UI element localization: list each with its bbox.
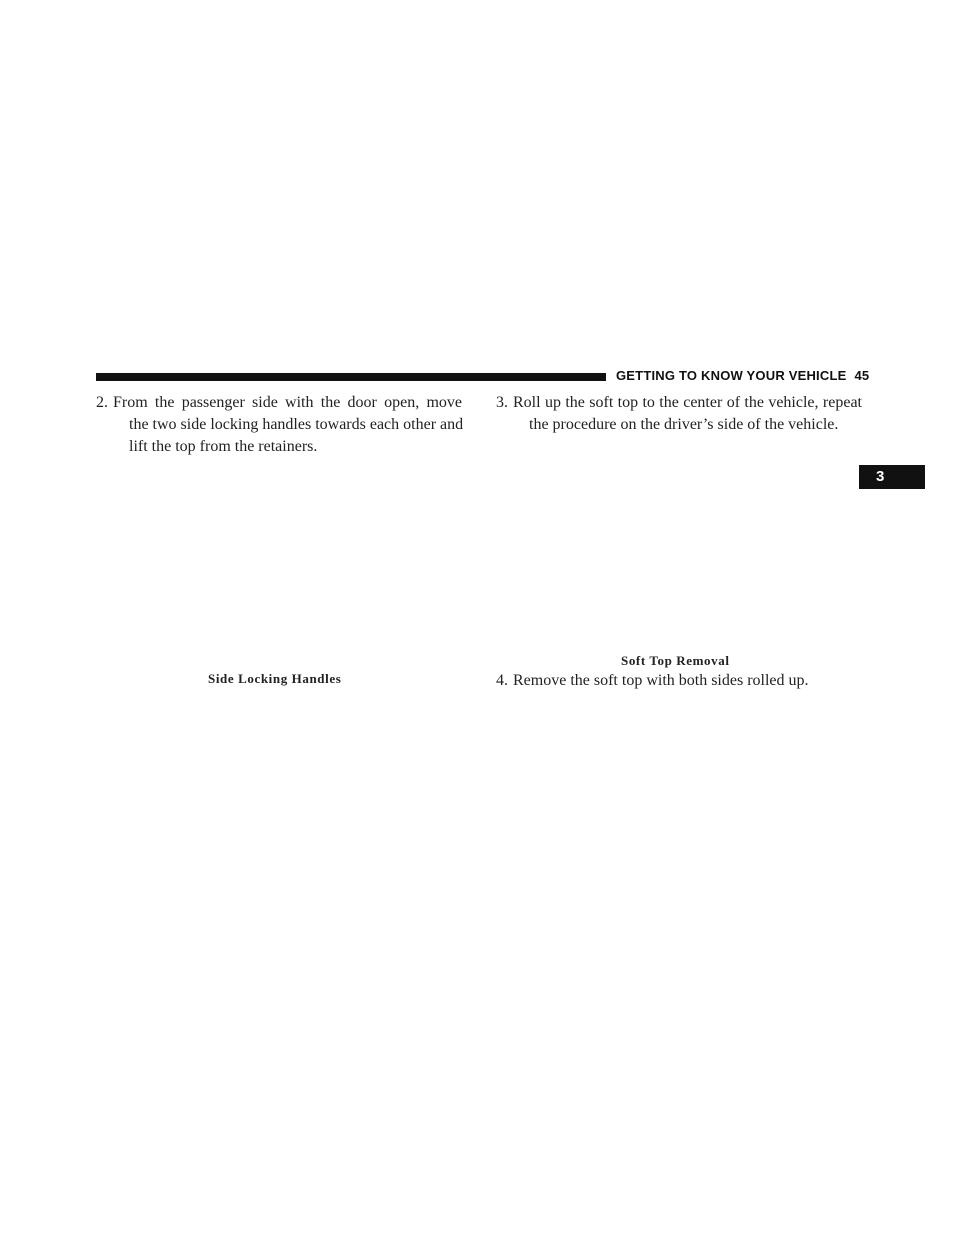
step-text-line: lift the top from the retainers.	[129, 438, 318, 455]
chapter-tab: 3	[859, 465, 925, 489]
figure-soft-top-removal	[496, 444, 862, 644]
step-3	[496, 392, 862, 436]
step-4	[496, 670, 876, 692]
page-number: 45	[854, 368, 870, 383]
step-text-line: the procedure on the driver’s side of the vehicle.	[529, 416, 839, 433]
step-2	[96, 392, 462, 458]
section-title: GETTING TO KNOW YOUR VEHICLE	[616, 368, 847, 383]
step-text-line: Roll up the soft top to the center of the vehicle, repeat	[513, 394, 862, 411]
step-text-line: the two side locking handles towards each other and	[129, 416, 464, 433]
step-text-line: Remove the soft top with both sides rolled up.	[513, 672, 809, 689]
running-header	[616, 368, 869, 383]
figure-caption: Soft Top Removal	[621, 653, 730, 668]
header-rule	[96, 373, 606, 381]
figure-caption: Side Locking Handles	[208, 671, 342, 686]
step-number: 3.	[496, 394, 508, 411]
step-number: 2.	[96, 394, 108, 411]
step-number: 4.	[496, 672, 508, 689]
step-text-line: From the passenger side with the door open, move	[113, 394, 462, 411]
figure-side-locking-handles	[96, 460, 462, 660]
